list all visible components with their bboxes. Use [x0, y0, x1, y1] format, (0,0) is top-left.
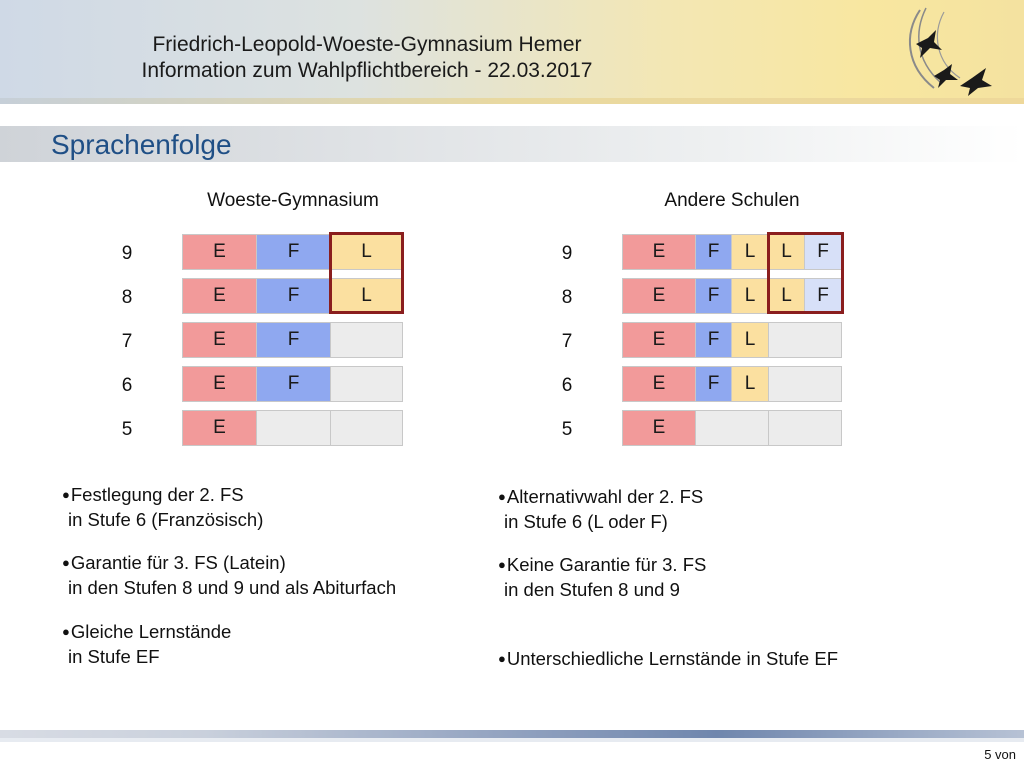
- grade-label: 5: [561, 419, 573, 440]
- cell-english: E: [182, 410, 257, 446]
- cell-french: F: [695, 322, 732, 358]
- cell-empty: [256, 410, 331, 446]
- cell-french: F: [256, 234, 331, 270]
- grade-label: 8: [121, 287, 133, 308]
- bullet-text: Alternativwahl der 2. FS: [506, 486, 704, 507]
- bullet-text: in den Stufen 8 und 9: [504, 579, 680, 600]
- cell-english: E: [622, 410, 696, 446]
- grade-label: 5: [121, 419, 133, 440]
- footer-band: [0, 730, 1024, 738]
- cell-latin: L: [731, 234, 769, 270]
- grade-label: 6: [121, 375, 133, 396]
- cell-french: F: [695, 234, 732, 270]
- third-language-highlight-box: [767, 232, 844, 314]
- bullet-text: Festlegung der 2. FS: [70, 484, 244, 505]
- cell-empty: [695, 410, 769, 446]
- header-title-school: Friedrich-Leopold-Woeste-Gymnasium Hemer: [152, 33, 582, 56]
- bullet-text: in Stufe 6 (L oder F): [504, 511, 668, 532]
- grade-label: 9: [121, 243, 133, 264]
- cell-french: F: [256, 322, 331, 358]
- cell-empty: [330, 366, 403, 402]
- cell-english: E: [182, 278, 257, 314]
- left-bullet-2: ●Garantie für 3. FS (Latein) in den Stufen 8 und 9 und als Abiturfach: [62, 552, 397, 598]
- latin-highlight-box: [329, 232, 404, 314]
- cell-latin: L: [731, 278, 769, 314]
- footer-band-lower: [0, 738, 1024, 742]
- cell-english: E: [622, 234, 696, 270]
- bullet-text: in Stufe 6 (Französisch): [68, 509, 264, 530]
- bullet-text: in den Stufen 8 und 9 und als Abiturfach: [68, 577, 397, 598]
- cell-latin: L: [768, 278, 805, 314]
- cell-latin: L: [731, 322, 769, 358]
- cell-french: F: [804, 234, 842, 270]
- cell-latin: L: [330, 278, 403, 314]
- cell-english: E: [182, 234, 257, 270]
- cell-english: E: [622, 278, 696, 314]
- cell-latin: L: [768, 234, 805, 270]
- left-bullet-1: ●Festlegung der 2. FS in Stufe 6 (Französisch): [62, 484, 264, 530]
- right-bullet-2: ●Keine Garantie für 3. FS in den Stufen 8 und 9: [498, 554, 707, 600]
- birds-logo-icon: [890, 4, 1018, 100]
- bullet-text: Garantie für 3. FS (Latein): [70, 552, 286, 573]
- right-column-heading: Andere Schulen: [664, 190, 800, 211]
- cell-empty: [330, 410, 403, 446]
- grade-label: 7: [561, 331, 573, 352]
- cell-french: F: [256, 366, 331, 402]
- cell-french: F: [695, 278, 732, 314]
- cell-french: F: [256, 278, 331, 314]
- grade-label: 8: [561, 287, 573, 308]
- grade-label: 6: [561, 375, 573, 396]
- cell-french: F: [804, 278, 842, 314]
- right-bullet-3: ●Unterschiedliche Lernstände in Stufe EF: [498, 648, 838, 669]
- left-bullet-3: ●Gleiche Lernstände in Stufe EF: [62, 621, 232, 667]
- left-column-heading: Woeste-Gymnasium: [207, 190, 379, 211]
- header-title-info: Information zum Wahlpflichtbereich - 22.03.2017: [141, 59, 593, 82]
- grade-label: 9: [561, 243, 573, 264]
- cell-empty: [768, 366, 842, 402]
- right-bullet-1: ●Alternativwahl der 2. FS in Stufe 6 (L oder F): [498, 486, 704, 532]
- bullet-text: Keine Garantie für 3. FS: [506, 554, 707, 575]
- cell-english: E: [182, 322, 257, 358]
- cell-empty: [768, 410, 842, 446]
- bullet-text: Unterschiedliche Lernstände in Stufe EF: [506, 648, 838, 669]
- cell-english: E: [182, 366, 257, 402]
- cell-english: E: [622, 366, 696, 402]
- cell-empty: [330, 322, 403, 358]
- page-title: Sprachenfolge: [51, 129, 232, 160]
- page-number: 5 von: [984, 747, 1016, 762]
- grade-label: 7: [121, 331, 133, 352]
- cell-empty: [768, 322, 842, 358]
- cell-latin: L: [731, 366, 769, 402]
- bullet-text: in Stufe EF: [68, 646, 160, 667]
- bullet-text: Gleiche Lernstände: [70, 621, 232, 642]
- cell-latin: L: [330, 234, 403, 270]
- cell-english: E: [622, 322, 696, 358]
- cell-french: F: [695, 366, 732, 402]
